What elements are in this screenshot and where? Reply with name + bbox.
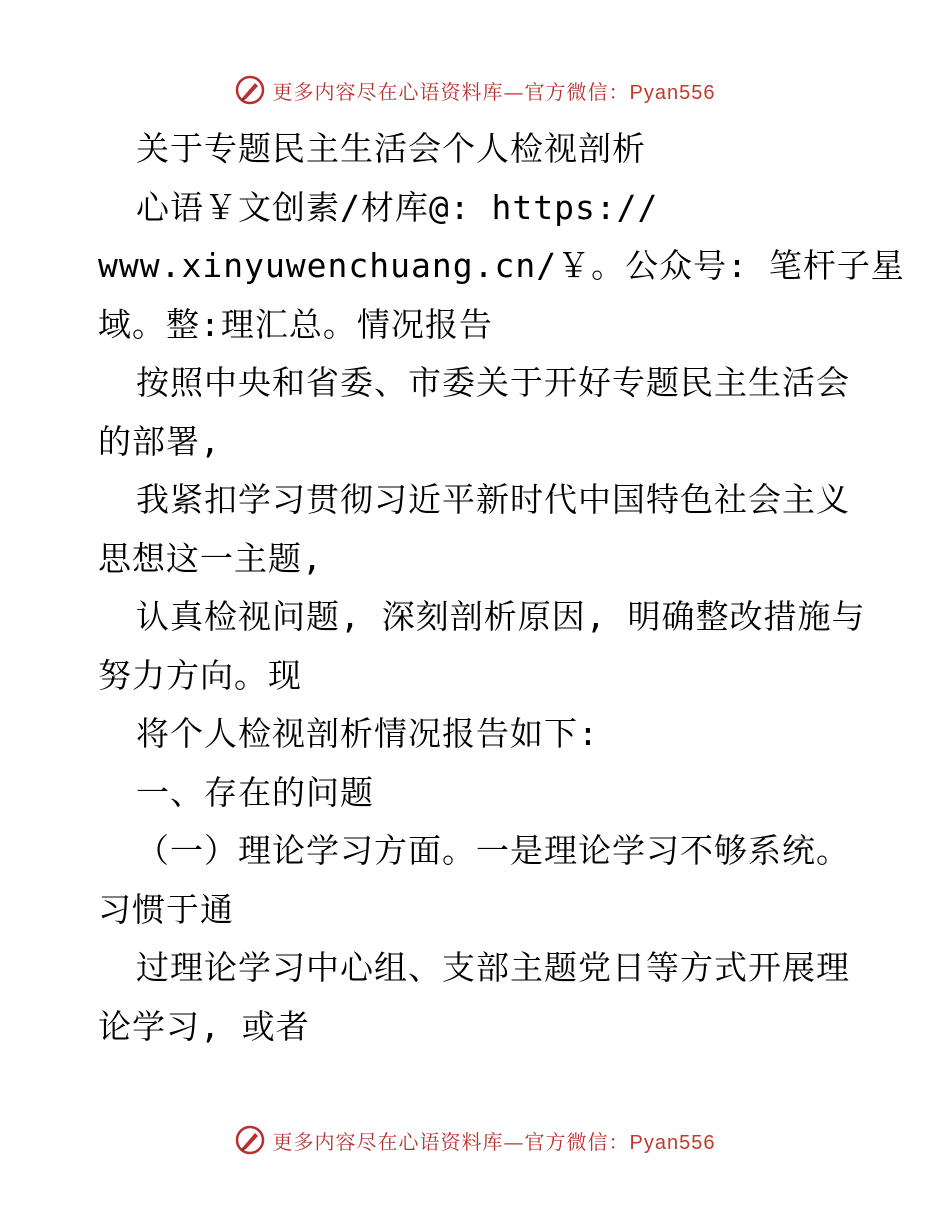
paragraph-line: 努力方向。现 (98, 655, 302, 695)
feather-pen-logo-icon (235, 1125, 265, 1155)
footer-banner (0, 1120, 950, 1160)
paragraph-line: 认真检视问题, 深刻剖析原因, 明确整改措施与 (136, 597, 866, 636)
paragraph-line: （一）理论学习方面。一是理论学习不够系统。 (136, 831, 850, 870)
document-title: 关于专题民主生活会个人检视剖析 (136, 129, 646, 168)
feather-pen-logo-icon (235, 75, 265, 105)
header-banner (0, 70, 950, 110)
paragraph-line: 习惯于通 (98, 889, 234, 929)
section-heading: 一、存在的问题 (136, 772, 374, 812)
paragraph-line: 过理论学习中心组、支部主题党日等方式开展理 (136, 948, 850, 987)
text-line: www.xinyuwenchuang.cn/￥。公众号: 笔杆子星 (98, 246, 905, 285)
paragraph-line: 将个人检视剖析情况报告如下: (136, 714, 599, 753)
document-body (98, 120, 905, 1056)
paragraph-line: 我紧扣学习贯彻习近平新时代中国特色社会主义 (136, 480, 850, 519)
paragraph-line: 按照中央和省委、市委关于开好专题民主生活会 (136, 363, 850, 402)
text-line: 域。整:理汇总。情况报告 (98, 304, 493, 344)
paragraph-line: 的部署, (98, 421, 221, 461)
header-banner-text: 更多内容尽在心语资料库—官方微信：Pyan556 (272, 79, 716, 104)
paragraph-line: 论学习, 或者 (98, 1006, 310, 1046)
footer-banner-text: 更多内容尽在心语资料库—官方微信：Pyan556 (272, 1129, 716, 1154)
paragraph-line: 思想这一主题, (98, 538, 323, 578)
text-line: 心语￥文创素/材库@: https:// (136, 187, 659, 227)
